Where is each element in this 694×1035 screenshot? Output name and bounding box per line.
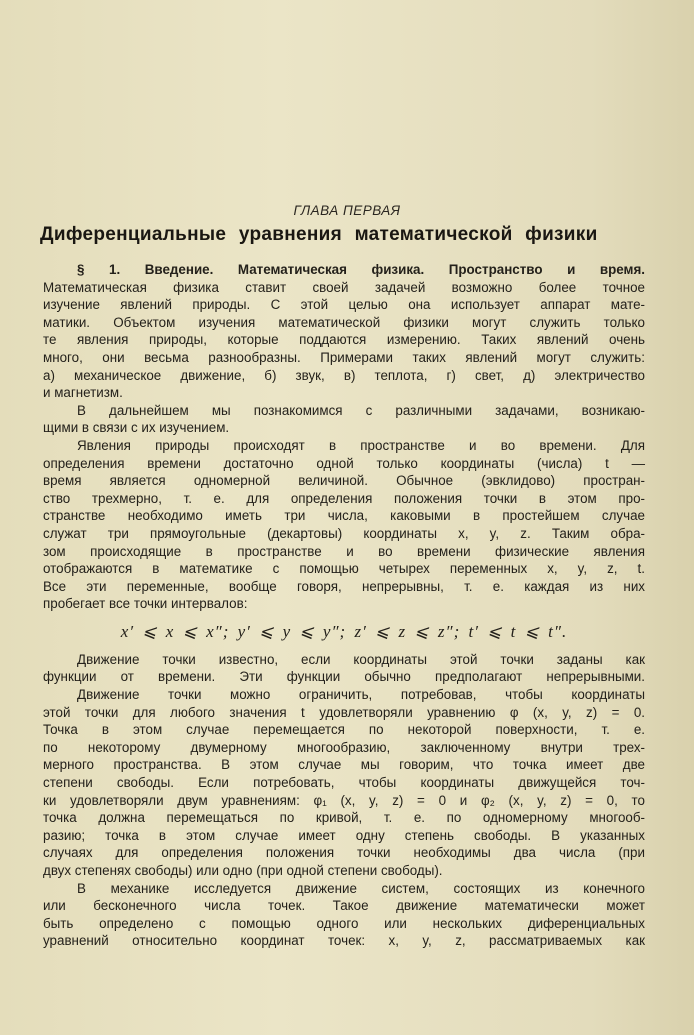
text-line: пробегает все точки интервалов: — [43, 596, 248, 612]
text-line: а) механическое движение, б) звук, в) теплота, г) свет, д) электричество — [43, 367, 645, 383]
section-heading: § 1. Введение. Математическая физика. Пространство и время. — [77, 262, 645, 277]
interval-formula: x′ ⩽ x ⩽ x″; y′ ⩽ y ⩽ y″; z′ ⩽ z ⩽ z″; t′ ⩽ t ⩽ t″. — [120, 621, 568, 641]
text-line: Математическая физика ставит своей задачей возможно более точное — [43, 279, 645, 295]
text-line: или бесконечного числа точек. Такое движение математически может — [43, 898, 645, 914]
text-line: служат три прямоугольные (декартовы) координаты x, y, z. Таким обра- — [43, 525, 645, 541]
text-line: щими в связи с их изучением. — [43, 420, 230, 436]
text-line: изучение явлений природы. С этой целью она использует аппарат мате- — [43, 297, 645, 313]
text-line: странстве необходимо иметь три числа, каковыми в простейшем случае — [43, 508, 645, 524]
text-line: мерного пространства. В этом случае мы говорим, что точка имеет две — [43, 757, 645, 773]
text-line: Явления природы происходят в пространстве и во времени. Для — [77, 437, 645, 453]
chapter-label: ГЛАВА ПЕРВАЯ — [293, 203, 401, 218]
text-line: В дальнейшем мы познакомимся с различными задачами, возникаю- — [77, 402, 645, 418]
text-line: этой точки для любого значения t удовлетворяли уравнению φ (x, y, z) = 0. — [43, 704, 645, 720]
text-line: разию; точка в этом случае имеет одну степень свободы. В указанных — [43, 827, 645, 843]
text-line: по некоторому двумерному многообразию, заключенному внутри трех- — [43, 739, 645, 755]
text-line: матики. Объектом изучения математической физики могут служить только — [43, 314, 645, 330]
text-line: случаях для определения положения точки необходимы два числа (при — [43, 845, 645, 861]
text-line: те явления природы, которые поддаются измерению. Таких явлений очень — [43, 332, 645, 348]
text-line: двух степенях свободы) или одно (при одной степени свободы). — [43, 863, 443, 878]
text-line: много, они весьма разнообразны. Примерами таких явлений могут служить: — [43, 349, 645, 365]
body-text — [43, 261, 645, 950]
text-line: функции от времени. Эти функции обычно предполагают непрерывными. — [43, 669, 645, 685]
text-line: Движение точки известно, если координаты этой точки заданы как — [77, 651, 645, 667]
text-line: В механике исследуется движение систем, состоящих из конечного — [77, 880, 645, 896]
text-line: и магнетизм. — [43, 385, 123, 401]
text-line: время является одномерной величиной. Обычное (эвклидово) простран- — [43, 473, 645, 489]
text-line: Точка в этом случае перемещается по некоторой поверхности, т. е. — [43, 722, 645, 738]
text-line: быть определено с помощью одного или нескольких диференциальных — [43, 915, 645, 931]
text-line: ство трехмерно, т. е. для определения положения точки в этом про- — [43, 490, 645, 506]
text-line: отображаются в математике с помощью четырех переменных x, y, z, t. — [43, 561, 645, 577]
text-line: Движение точки можно ограничить, потребовав, чтобы координаты — [77, 687, 645, 703]
chapter-title: Диференциальные уравнения математической физики — [40, 224, 598, 245]
text-line: определения времени достаточно одной только координаты (числа) t — — [43, 455, 645, 471]
text-line: Все эти переменные, вообще говоря, непрерывны, т. е. каждая из них — [43, 578, 645, 594]
text-line: точка должна перемещаться по кривой, т. е. по одномерному многооб- — [43, 810, 645, 826]
text-line: ки удовлетворяли двум уравнениям: φ₁ (x, y, z) = 0 и φ₂ (x, y, z) = 0, то — [43, 792, 645, 808]
text-line: степени свободы. Если потребовать, чтобы координаты движущейся точ- — [43, 775, 645, 791]
text-line: уравнений относительно координат точек: x, y, z, рассматриваемых как — [43, 933, 645, 949]
text-line: зом происходящие в пространстве и во времени физические явления — [43, 543, 645, 559]
